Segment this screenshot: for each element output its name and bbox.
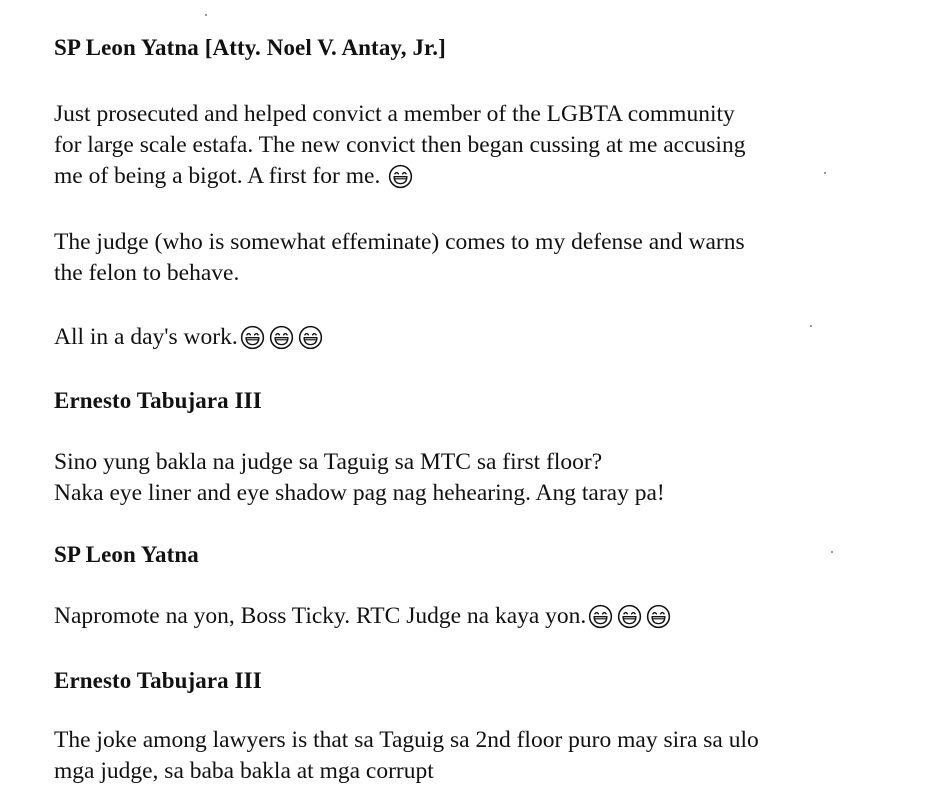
post-paragraph: [54, 725, 759, 787]
text-line: Napromote na yon, Boss Ticky. RTC Judge na kaya yon.: [54, 603, 587, 629]
emoji-group: [388, 164, 417, 195]
grinning-face-icon: [298, 325, 323, 350]
text-line: mga judge, sa baba bakla at mga corrupt: [54, 758, 434, 784]
emoji-group: [240, 325, 327, 356]
post-paragraph: [54, 447, 665, 509]
text-line-with-emoji: [54, 601, 675, 635]
text-line: Naka eye liner and eye shadow pag nag hehearing. Ang taray pa!: [54, 480, 665, 506]
text-line-with-emoji: [54, 322, 327, 356]
post-paragraph: [54, 601, 675, 635]
grinning-face-icon: [646, 604, 671, 629]
grinning-face-icon: [269, 325, 294, 350]
grinning-face-icon: [588, 604, 613, 629]
text-line: Just prosecuted and helped convict a member of the LGBTA community: [54, 101, 735, 127]
post-paragraph: [54, 99, 745, 195]
emoji-group: [588, 604, 675, 635]
post-author: Ernesto Tabujara III: [54, 388, 262, 413]
post-paragraph: [54, 227, 745, 289]
text-line: The joke among lawyers is that sa Taguig sa 2nd floor puro may sira sa ulo: [54, 727, 759, 753]
text-line: for large scale estafa. The new convict then began cussing at me accusing: [54, 132, 746, 158]
text-line-with-emoji: [54, 161, 745, 195]
text-line: All in a day's work.: [54, 324, 238, 350]
scan-speck: [824, 172, 826, 174]
post-author: SP Leon Yatna [Atty. Noel V. Antay, Jr.]: [54, 35, 446, 60]
scan-speck: [831, 551, 833, 553]
text-line: me of being a bigot. A first for me.: [54, 163, 381, 189]
post-author: SP Leon Yatna: [54, 542, 199, 567]
text-line: The judge (who is somewhat effeminate) comes to my defense and warns: [54, 229, 745, 255]
scan-speck: [810, 325, 812, 327]
scan-speck: [205, 14, 207, 16]
grinning-face-icon: [240, 325, 265, 350]
text-line: the felon to behave.: [54, 260, 240, 286]
text-line: Sino yung bakla na judge sa Taguig sa MTC sa first floor?: [54, 449, 603, 475]
grinning-face-icon: [388, 164, 413, 189]
post-author: Ernesto Tabujara III: [54, 668, 262, 693]
grinning-face-icon: [617, 604, 642, 629]
post-paragraph: [54, 322, 327, 356]
